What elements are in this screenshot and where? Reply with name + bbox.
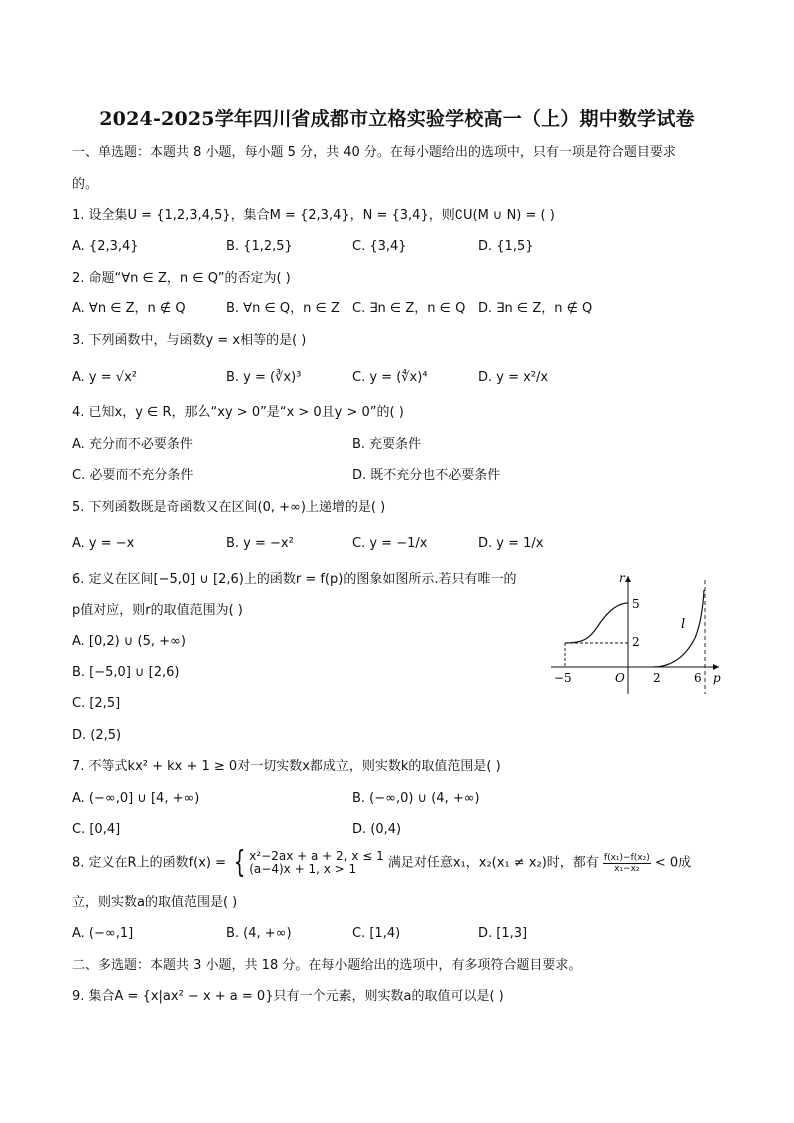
x-tick-minus5: −5 xyxy=(554,671,572,685)
q5-option-c: C. y = −1/x xyxy=(352,536,428,551)
q8-stem-cont: 立，则实数a的取值范围是( ) xyxy=(72,895,238,910)
q6-option-d: D. (2,5) xyxy=(72,728,122,743)
q2-stem: 2. 命题“∀n ∈ Z，n ∈ Q”的否定为( ) xyxy=(72,271,291,286)
q8-fraction xyxy=(603,853,651,874)
q4-stem: 4. 已知x，y ∈ R，那么“xy > 0”是“x > 0且y > 0”的( ) xyxy=(72,405,404,420)
r-axis-label: r xyxy=(619,571,625,585)
q6-stem: 6. 定义在区间[−5,0] ∪ [2,6)上的函数r = f(p)的图象如图所示.若只有唯一的 xyxy=(72,572,517,587)
q8-option-b: B. (4, +∞) xyxy=(226,926,292,941)
q7-option-d: D. (0,4) xyxy=(352,822,402,837)
y-tick-5: 5 xyxy=(632,597,640,611)
q7-option-b: B. (−∞,0) ∪ (4, +∞) xyxy=(352,791,480,806)
section1-heading: 一、单选题：本题共 8 小题，每小题 5 分，共 40 分。在每小题给出的选项中，只有一项是符合题目要求 xyxy=(72,145,676,160)
x-tick-2: 2 xyxy=(653,671,661,685)
x-tick-6: 6 xyxy=(694,671,702,685)
q8-brace: { xyxy=(233,844,246,880)
q8-piecewise xyxy=(230,844,384,880)
q2-option-d: D. ∃n ∈ Z，n ∉ Q xyxy=(478,301,593,316)
q4-option-c: C. 必要而不充分条件 xyxy=(72,468,194,483)
section2-heading: 二、多选题：本题共 3 小题，共 18 分。在每小题给出的选项中，有多项符合题目要求。 xyxy=(72,958,582,973)
q8-case-2: (a−4)x + 1, x > 1 xyxy=(249,861,357,876)
q3-option-d: D. y = x²/x xyxy=(478,370,549,385)
q5-stem: 5. 下列函数既是奇函数又在区间(0, +∞)上递增的是( ) xyxy=(72,500,386,515)
q2-option-b: B. ∀n ∈ Q，n ∈ Z xyxy=(226,301,340,316)
q5-option-a: A. y = −x xyxy=(72,536,135,551)
q3-option-c: C. y = (∜x)⁴ xyxy=(352,370,428,385)
q8-fraction-num: f(x₁)−f(x₂) xyxy=(603,852,650,863)
q6-function-graph xyxy=(545,568,735,698)
q1-option-d: D. {1,5} xyxy=(478,239,534,254)
y-tick-2: 2 xyxy=(632,635,640,649)
q7-stem: 7. 不等式kx² + kx + 1 ≥ 0对一切实数x都成立，则实数k的取值范围是( ) xyxy=(72,759,501,774)
q3-option-a: A. y = √x² xyxy=(72,370,137,385)
q6-option-b: B. [−5,0] ∪ [2,6) xyxy=(72,665,180,680)
q7-option-c: C. [0,4] xyxy=(72,822,121,837)
q3-stem: 3. 下列函数中，与函数y = x相等的是( ) xyxy=(72,333,307,348)
q2-option-a: A. ∀n ∈ Z，n ∉ Q xyxy=(72,301,186,316)
q6-option-a: A. [0,2) ∪ (5, +∞) xyxy=(72,634,186,649)
q2-option-c: C. ∃n ∈ Z，n ∈ Q xyxy=(352,301,466,316)
q3-option-b: B. y = (∛x)³ xyxy=(226,370,302,385)
q8-stem-prefix: 8. 定义在R上的函数f(x) = xyxy=(72,855,227,871)
curve-right-segment xyxy=(653,590,704,667)
q8-option-d: D. [1,3] xyxy=(478,926,528,941)
q8-stem-end: < 0成 xyxy=(654,855,692,871)
q7-option-a: A. (−∞,0] ∪ [4, +∞) xyxy=(72,791,200,806)
q1-stem: 1. 设全集U = {1,2,3,4,5}，集合M = {2,3,4}，N = {3,4}，则∁U(M ∪ N) = ( ) xyxy=(72,208,555,223)
q1-option-c: C. {3,4} xyxy=(352,239,407,254)
q8-case-1: x²−2ax + a + 2, x ≤ 1 xyxy=(249,848,384,863)
q1-option-a: A. {2,3,4} xyxy=(72,239,139,254)
q4-option-b: B. 充要条件 xyxy=(352,437,422,452)
q8-option-c: C. [1,4) xyxy=(352,926,401,941)
q4-option-d: D. 既不充分也不必要条件 xyxy=(352,468,501,483)
q5-option-d: D. y = 1/x xyxy=(478,536,544,551)
q9-stem: 9. 集合A = {x|ax² − x + a = 0}只有一个元素，则实数a的取值可以是( ) xyxy=(72,989,504,1004)
p-axis-label: p xyxy=(713,671,721,685)
origin-label: O xyxy=(615,671,625,685)
q1-option-b: B. {1,2,5} xyxy=(226,239,293,254)
q8-stem-mid: 满足对任意x₁，x₂(x₁ ≠ x₂)时，都有 xyxy=(387,855,599,871)
q8-option-a: A. (−∞,1] xyxy=(72,926,134,941)
curve-left-segment xyxy=(565,603,628,643)
q6-option-c: C. [2,5] xyxy=(72,696,121,711)
exam-title: 2024-2025学年四川省成都市立格实验学校高一（上）期中数学试卷 xyxy=(99,108,695,130)
q8-fraction-den: x₁−x₂ xyxy=(614,863,640,874)
q5-option-b: B. y = −x² xyxy=(226,536,294,551)
q4-option-a: A. 充分而不必要条件 xyxy=(72,437,193,452)
q8-stem xyxy=(72,844,692,880)
section1-heading-cont: 的。 xyxy=(72,177,99,192)
curve-label-l: l xyxy=(681,617,686,632)
q6-stem-cont: p值对应，则r的取值范围为( ) xyxy=(72,603,243,618)
